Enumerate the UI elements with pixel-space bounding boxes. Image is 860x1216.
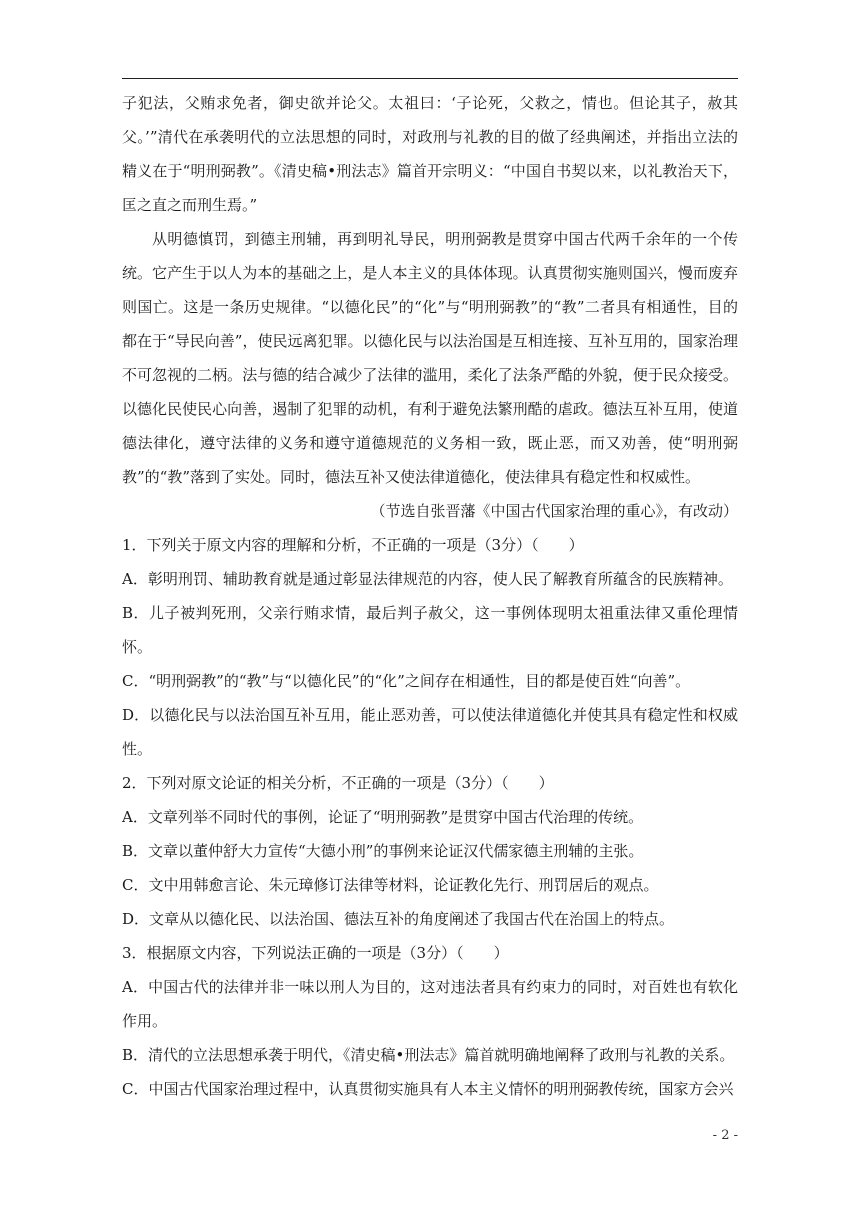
passage-paragraph-2: 从明德慎罚，到德主刑辅，再到明礼导民，明刑弼教是贯穿中国古代两千余年的一个传统。它产生于以人为本的基础之上，是人本主义的具体体现。认真贯彻实施则国兴，慢而废弃则国亡。这是一条历史规律。“以德化民”的“化”与“明刑弼教”的“教”二者具有相通性，目的都在于“导民向善”，使民远离犯罪。以德化民与以法治国是互相连接、互补互用的，国家治理不可忽视的二柄。法与德的结合减少了法律的滥用，柔化了法条严酷的外貌，便于民众接受。以德化民使民心向善，遏制了犯罪的动机，有利于避免法繁刑酷的虐政。德法互补互用，使道德法律化，遵守法律的义务和遵守道德规范的义务相一致，既止恶，而又劝善，使“明刑弼教”的“教”落到了实处。同时，德法互补又使法律道德化，使法律具有稳定性和权威性。 (122, 230, 738, 486)
question-1-option-d: D．以德化民与以法治国互补互用，能止恶劝善，可以使法律道德化并使其具有稳定性和权威性。 (122, 706, 738, 758)
question-2-stem: 2．下列对原文论证的相关分析，不正确的一项是（3分）（ ） (122, 774, 554, 792)
passage-source: （节选自张晋藩《中国古代国家治理的重心》，有改动） (370, 502, 738, 520)
question-1-option-a: A．彰明刑罚、辅助教育就是通过彰显法律规范的内容，使人民了解教育所蕴含的民族精神。 (122, 570, 733, 588)
question-3-option-b: B．清代的立法思想承袭于明代，《清史稿•刑法志》篇首就明确地阐释了政刑与礼教的关系。 (122, 1046, 735, 1064)
question-3-stem: 3．根据原文内容，下列说法正确的一项是（3分）（ ） (122, 944, 509, 962)
question-3-option-c: C．中国古代国家治理过程中，认真贯彻实施具有人本主义情怀的明刑弼教传统，国家方会兴 (122, 1080, 734, 1098)
passage-paragraph-1: 子犯法，父贿求免者，御史欲并论父。太祖曰：‘子论死，父救之，情也。但论其子，赦其父。’”清代在承袭明代的立法思想的同时，对政刑与礼教的目的做了经典阐述，并指出立法的精义在于“明刑弼教”。《清史稿•刑法志》篇首开宗明义：“中国自书契以来，以礼教治天下，匡之直之而刑生焉。” (122, 94, 738, 214)
question-1-stem: 1．下列关于原文内容的理解和分析，不正确的一项是（3分）（ ） (122, 536, 584, 554)
question-2-option-a: A．文章列举不同时代的事例，论证了“明刑弼教”是贯穿中国古代治理的传统。 (122, 808, 644, 826)
question-3-option-a: A．中国古代的法律并非一味以刑人为目的，这对违法者具有约束力的同时，对百姓也有软化作用。 (122, 978, 738, 1030)
question-2-option-d: D．文章从以德化民、以法治国、德法互补的角度阐述了我国古代在治国上的特点。 (122, 910, 675, 928)
header-rule (122, 78, 738, 79)
question-1-option-b: B．儿子被判死刑，父亲行贿求情，最后判子赦父，这一事例体现明太祖重法律又重伦理情怀。 (122, 604, 738, 656)
page-number: - 2 - (712, 1128, 738, 1143)
question-1-option-c: C．“明刑弼教”的“教”与“以德化民”的“化”之间存在相通性，目的都是使百姓“向善”。 (122, 672, 691, 690)
page-content (122, 86, 738, 1106)
question-2-option-c: C．文中用韩愈言论、朱元璋修订法律等材料，论证教化先行、刑罚居后的观点。 (122, 876, 659, 894)
question-2-option-b: B．文章以董仲舒大力宣传“大德小刑”的事例来论证汉代儒家德主刑辅的主张。 (122, 842, 644, 860)
